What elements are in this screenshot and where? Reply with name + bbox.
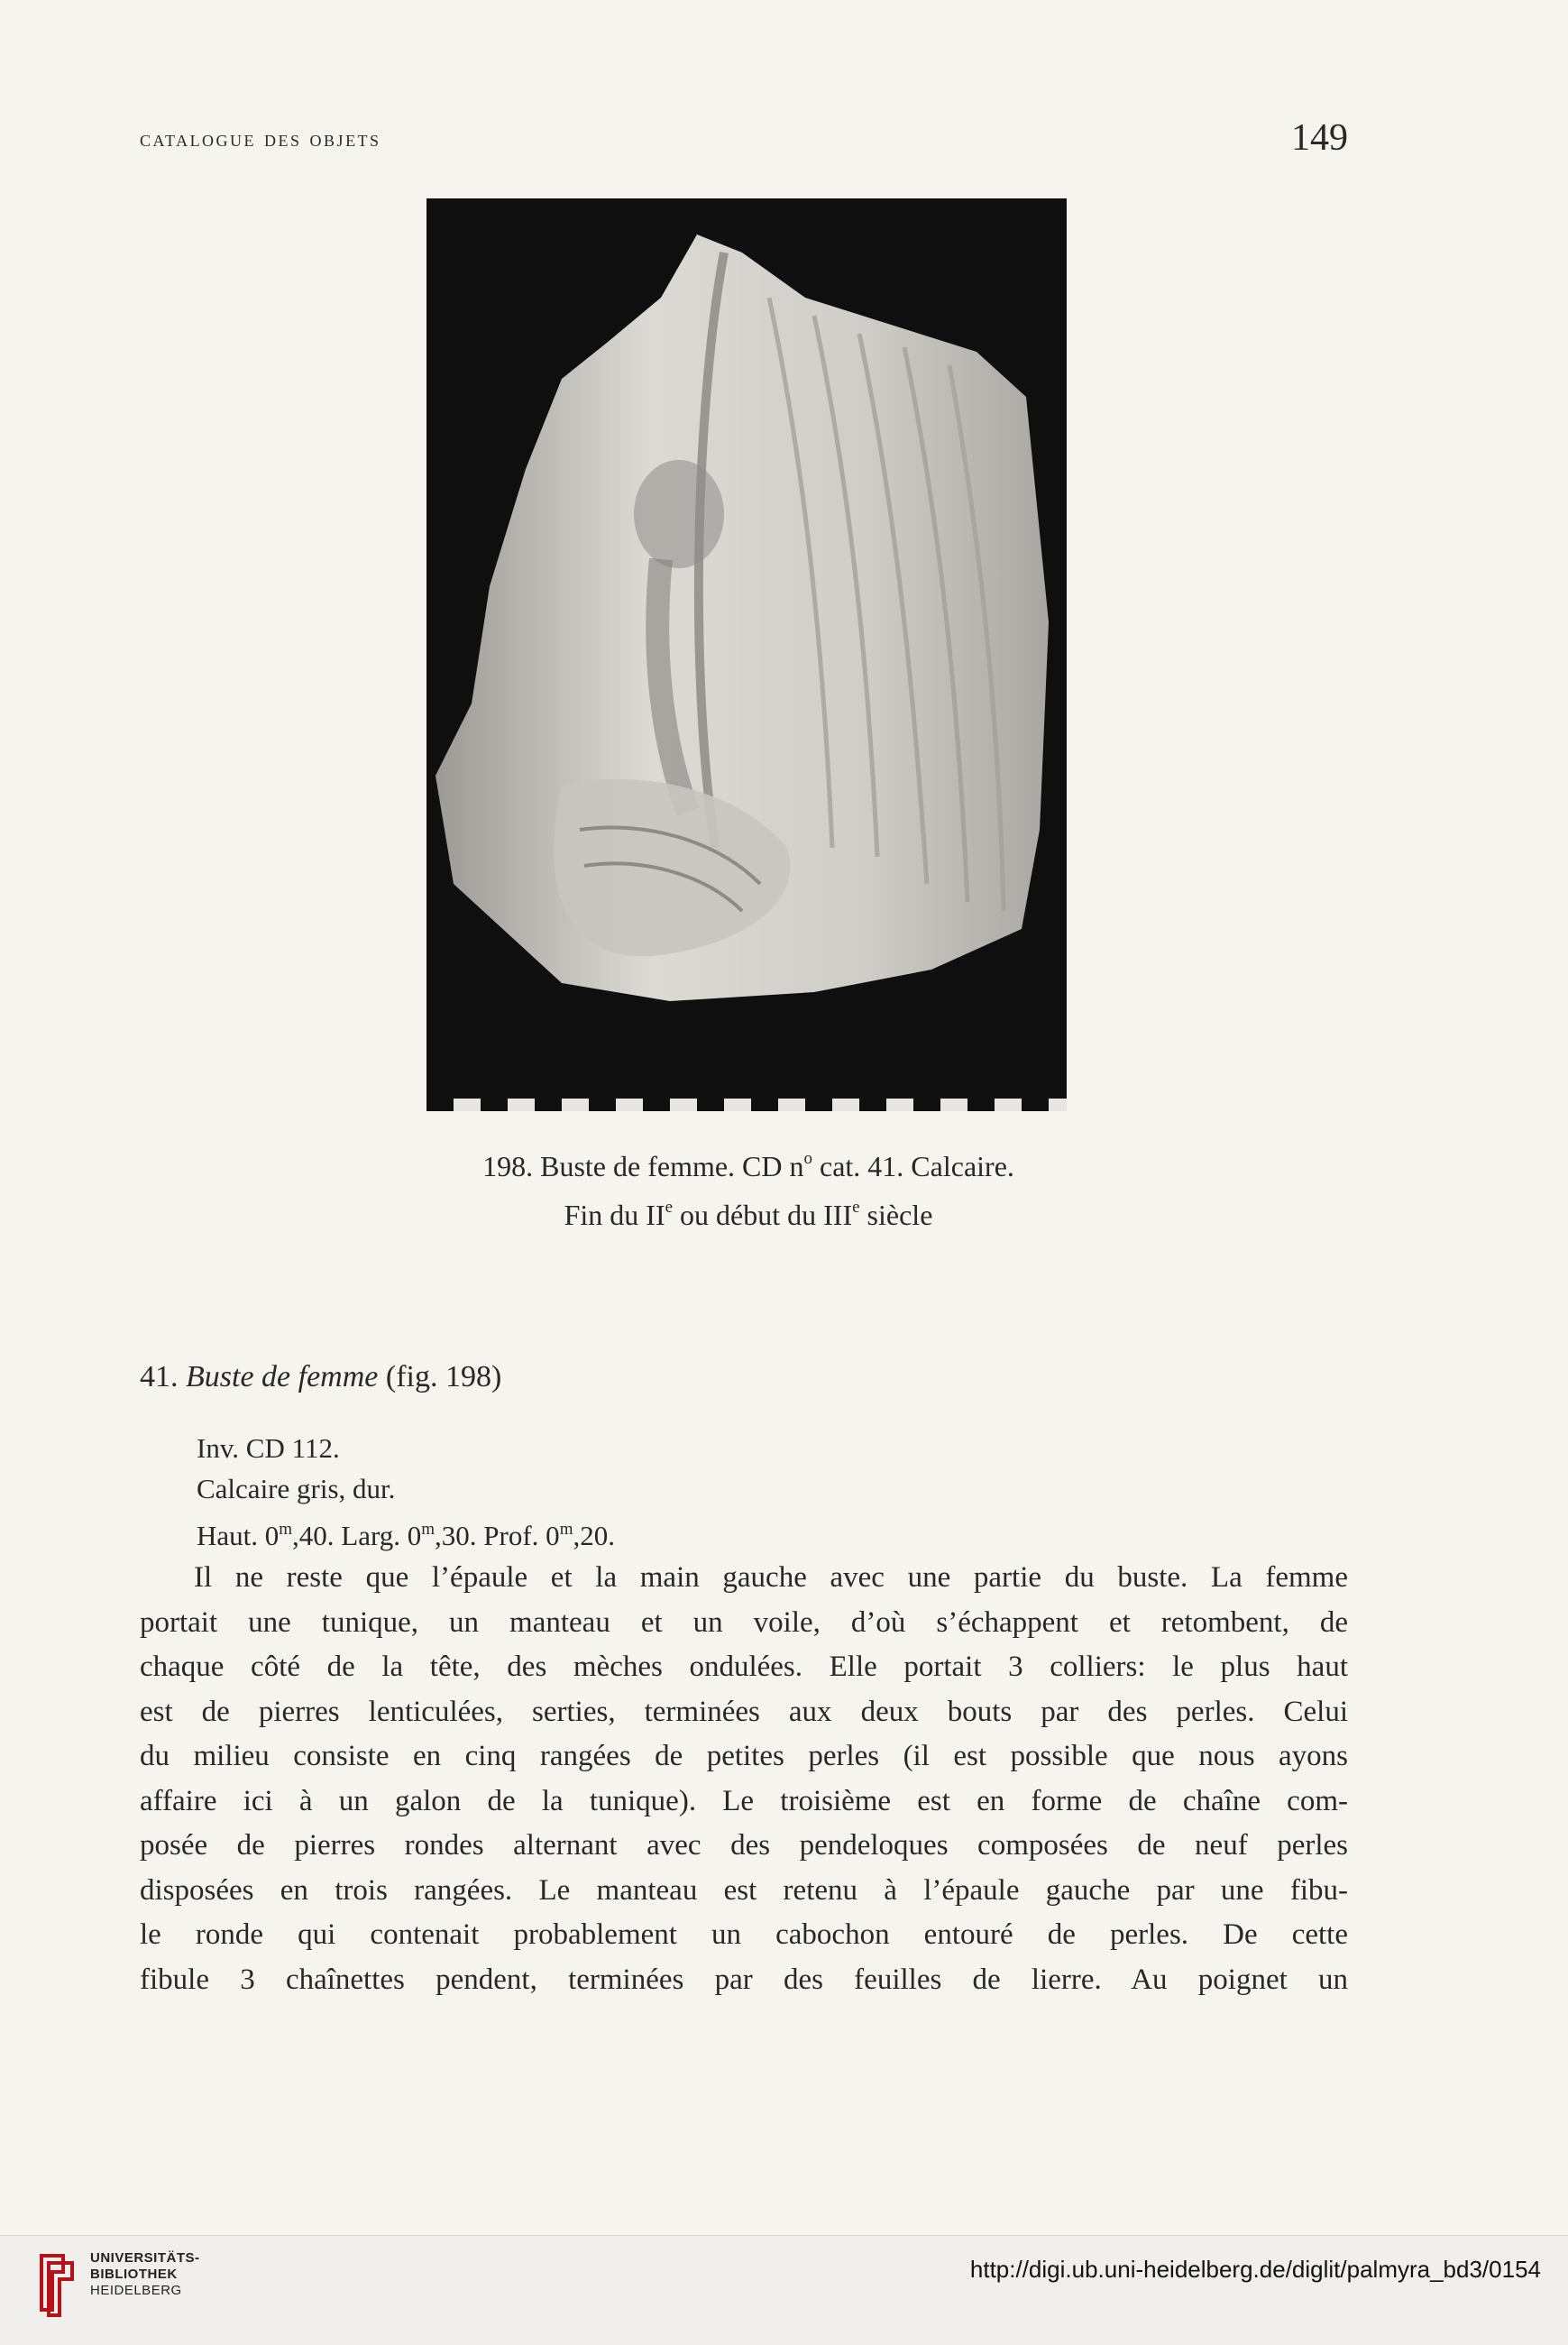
figure-198-photo xyxy=(426,198,1067,1110)
text-line: du milieu consiste en cinq rangées de petites perles (il est possible que nous ayons xyxy=(140,1740,1348,1772)
university-library-logo-icon xyxy=(36,2247,78,2319)
catalogue-entry-heading xyxy=(140,1360,501,1394)
running-title: catalogue des objets xyxy=(140,125,381,152)
library-name: UNIVERSITÄTS- BIBLIOTHEK HEIDELBERG xyxy=(90,2250,200,2298)
text-line: affaire ici à un galon de la tunique). Le troisième est en forme de chaîne com- xyxy=(140,1784,1348,1817)
scale-bar xyxy=(426,1099,1067,1111)
library-footer xyxy=(0,2235,1568,2345)
text-line: disposées en trois rangées. Le manteau est retenu à l’épaule gauche par une fibu- xyxy=(140,1873,1348,1907)
page-number: 149 xyxy=(1291,117,1348,159)
limestone-bust-image xyxy=(426,198,1067,1110)
entry-details xyxy=(197,1428,615,1556)
text-line: chaque côté de la tête, des mèches ondulées. Elle portait 3 colliers: le plus haut xyxy=(140,1651,1348,1683)
running-header xyxy=(140,117,1348,167)
text-line: fibule 3 chaînettes pendent, terminées par des feuilles de lierre. Au poignet un xyxy=(140,1963,1348,1996)
entry-number: 41. xyxy=(140,1360,179,1393)
entry-title: Buste de femme xyxy=(186,1360,379,1393)
text-line: est de pierres lenticulées, serties, terminées aux deux bouts par des perles. Celui xyxy=(140,1695,1348,1728)
description-text xyxy=(140,1556,1348,2002)
caption-line-1: 198. Buste de femme. CD $n^o$ cat. 41. Calcaire. xyxy=(482,1149,1014,1182)
figure-reference: (fig. 198) xyxy=(385,1360,502,1393)
dimensions: Haut. 0$^m$,40. Larg. 0$^m$,30. Prof. 0$^m$,20. xyxy=(197,1520,615,1551)
text-line: le ronde qui contenait probablement un cabochon entouré de perles. De cette xyxy=(140,1918,1348,1951)
text-line: portait une tunique, un manteau et un voile, d’où s’échappent et retombent, de xyxy=(140,1605,1348,1639)
text-line: posée de pierres rondes alternant avec des pendeloques composées de neuf perles xyxy=(140,1829,1348,1862)
material: Calcaire gris, dur. xyxy=(197,1473,396,1504)
text-line: Il ne reste que l’épaule et la main gauche avec une partie du buste. La femme xyxy=(194,1561,1348,1594)
inventory-number: Inv. CD 112. xyxy=(197,1432,340,1464)
caption-line-2: Fin du IIe ou début du IIIe siècle xyxy=(564,1198,933,1231)
figure-caption xyxy=(271,1138,1226,1236)
source-url-link[interactable]: http://digi.ub.uni-heidelberg.de/diglit/palmyra_bd3/0154 xyxy=(969,2256,1541,2283)
